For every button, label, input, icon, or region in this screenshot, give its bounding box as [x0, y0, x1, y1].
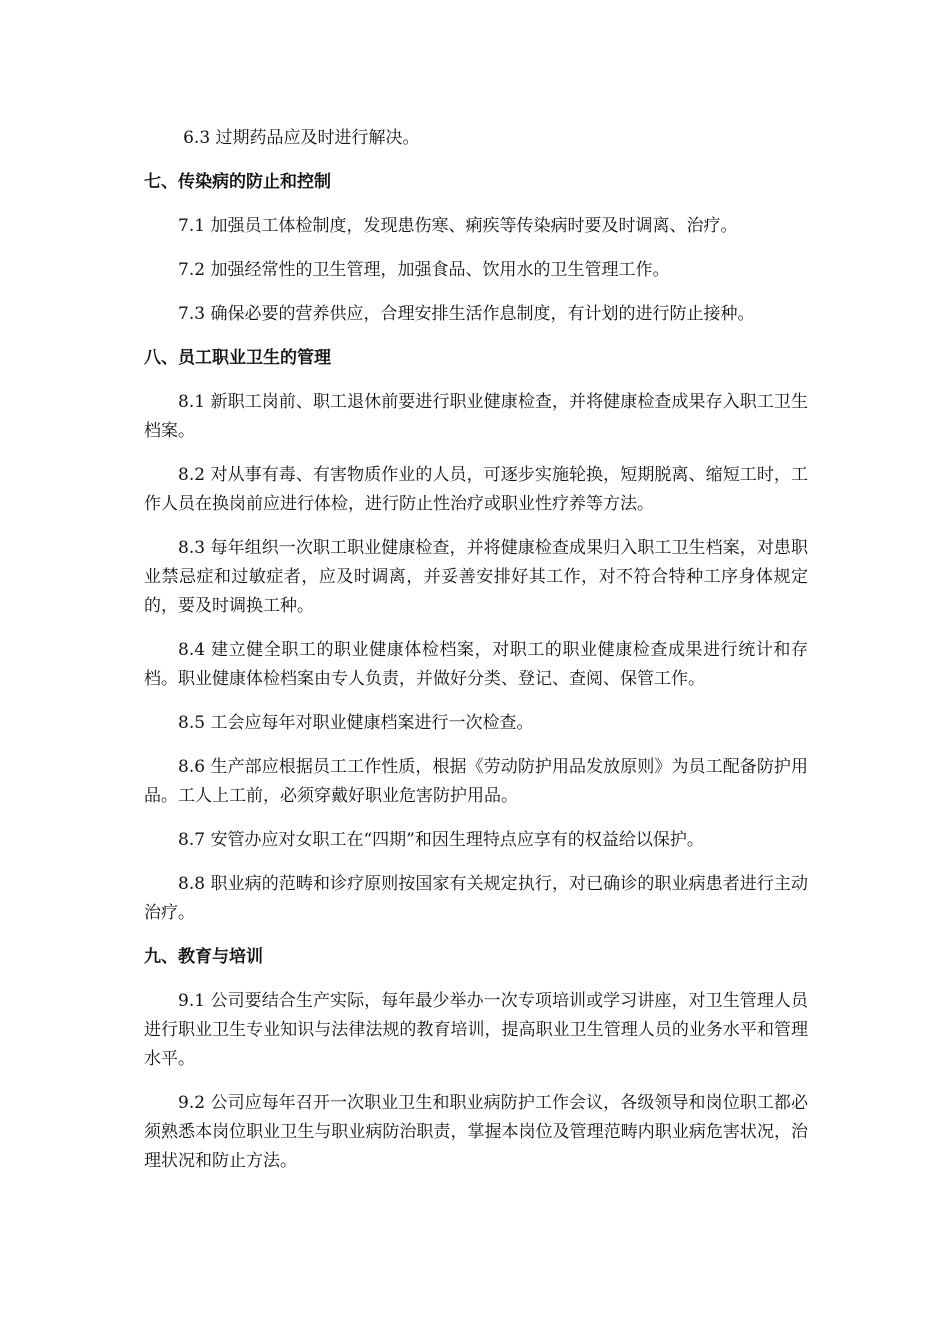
- paragraph-8-1: 8.1 新职工岗前、职工退休前要进行职业健康检查，并将健康检查成果存入职工卫生档案。: [144, 392, 808, 441]
- section-heading-7: 七、传染病的防止和控制: [144, 172, 331, 192]
- paragraph-6-3: 6.3 过期药品应及时进行解决。: [183, 128, 420, 148]
- document-body: [144, 124, 808, 1191]
- paragraph-9-1: 9.1 公司要结合生产实际，每年最少举办一次专项培训或学习讲座，对卫生管理人员进行职业卫生专业知识与法律法规的教育培训，提高职业卫生管理人员的业务水平和管理水平。: [144, 991, 808, 1069]
- paragraph-8-2: 8.2 对从事有毒、有害物质作业的人员，可逐步实施轮换，短期脱离、缩短工时，工作人员在换岗前应进行体检，进行防止性治疗或职业性疗养等方法。: [144, 465, 808, 514]
- paragraph-8-7: 8.7 安管办应对女职工在“四期”和因生理特点应享有的权益给以保护。: [178, 830, 704, 850]
- paragraph-8-8: 8.8 职业病的范畴和诊疗原则按国家有关规定执行，对已确诊的职业病患者进行主动治疗。: [144, 874, 808, 923]
- paragraph-8-6: 8.6 生产部应根据员工工作性质，根据《劳动防护用品发放原则》为员工配备防护用品。工人上工前，必须穿戴好职业危害防护用品。: [144, 757, 808, 806]
- section-heading-9: 九、教育与培训: [144, 947, 263, 967]
- paragraph-9-2: 9.2 公司应每年召开一次职业卫生和职业病防护工作会议，各级领导和岗位职工都必须熟悉本岗位职业卫生与职业病防治职责，掌握本岗位及管理范畴内职业病危害状况，治理状况和防止方法。: [144, 1093, 808, 1171]
- paragraph-8-5: 8.5 工会应每年对职业健康档案进行一次检查。: [178, 713, 534, 733]
- paragraph-8-3: 8.3 每年组织一次职工职业健康检查，并将健康检查成果归入职工卫生档案，对患职业禁忌症和过敏症者，应及时调离，并妥善安排好其工作，对不符合特种工序身体规定的，要及时调换工种。: [144, 538, 808, 616]
- paragraph-7-3: 7.3 确保必要的营养供应，合理安排生活作息制度，有计划的进行防止接种。: [178, 304, 755, 324]
- paragraph-7-2: 7.2 加强经常性的卫生管理，加强食品、饮用水的卫生管理工作。: [178, 260, 670, 280]
- paragraph-8-4: 8.4 建立健全职工的职业健康体检档案，对职工的职业健康检查成果进行统计和存档。职业健康体检档案由专人负责，并做好分类、登记、查阅、保管工作。: [144, 640, 808, 689]
- paragraph-7-1: 7.1 加强员工体检制度，发现患伤寒、痢疾等传染病时要及时调离、治疗。: [178, 216, 738, 236]
- section-heading-8: 八、员工职业卫生的管理: [144, 348, 331, 368]
